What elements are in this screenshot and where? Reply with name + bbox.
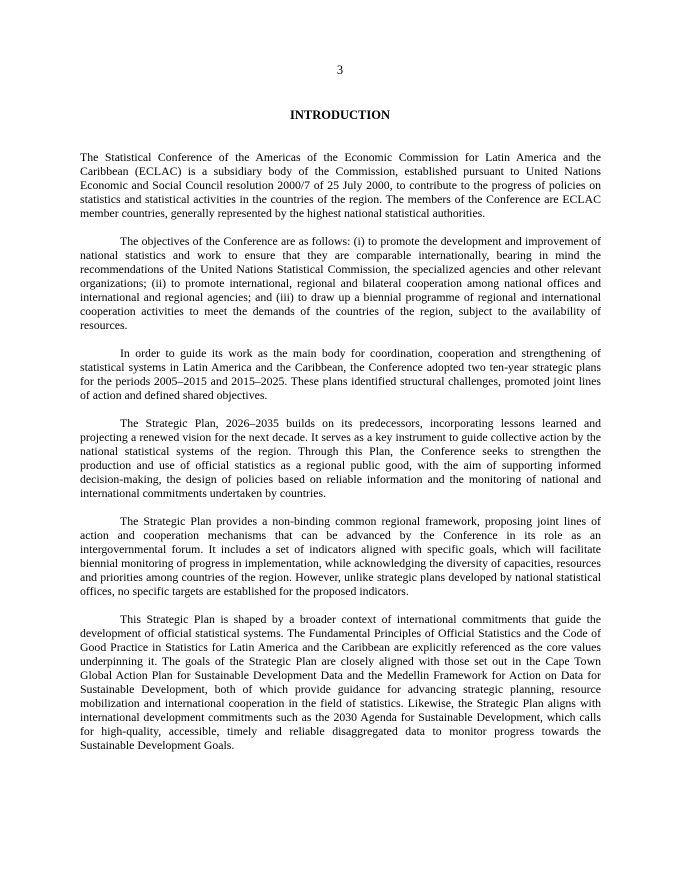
paragraph-regional-framework: The Strategic Plan provides a non-binding common regional framework, proposing joint lines of action and cooperation mechanisms that can be advanced by the Conference in its role as an intergovernmental forum. It includes a set of indicators aligned with specific goals, which will facilitate biennial monitoring of progress in implementation, while acknowledging the diversity of capacities, resources and priorities among countries of the region. However, unlike strategic plans developed by national statistical offices, no specific targets are established for the proposed indicators. [80,514,601,598]
paragraph-intro: The Statistical Conference of the Americas of the Economic Commission for Latin America and the Caribbean (ECLAC) is a subsidiary body of the Commission, established pursuant to United Nations Economic and Social Council resolution 2000/7 of 25 July 2000, to contribute to the progress of policies on statistics and statistical activities in the countries of the region. The members of the Conference are ECLAC member countries, generally represented by the highest national statistical authorities. [80,150,601,220]
paragraph-strategic-plan-2026: The Strategic Plan, 2026–2035 builds on its predecessors, incorporating lessons learned and projecting a renewed vision for the next decade. It serves as a key instrument to guide collective action by the national statistical systems of the region. Through this Plan, the Conference seeks to strengthen the production and use of official statistics as a regional public good, with the aim of supporting informed decision-making, the design of policies based on reliable information and the monitoring of national and international commitments undertaken by countries. [80,416,601,500]
paragraph-strategic-plans-history: In order to guide its work as the main body for coordination, cooperation and strengthening of statistical systems in Latin America and the Caribbean, the Conference adopted two ten-year strategic plans for the periods 2005–2015 and 2015–2025. These plans identified structural challenges, promoted joint lines of action and defined shared objectives. [80,346,601,402]
paragraph-objectives: The objectives of the Conference are as follows: (i) to promote the development and improvement of national statistics and work to ensure that they are comparable internationally, bearing in mind the recommendations of the United Nations Statistical Commission, the specialized agencies and other relevant organizations; (ii) to promote international, regional and bilateral cooperation among national offices and international and regional agencies; and (iii) to draw up a biennial programme of regional and international cooperation activities to meet the demands of the countries of the region, subject to the availability of resources. [80,234,601,332]
document-body [80,150,601,766]
page-title: INTRODUCTION [289,108,390,122]
page-number: 3 [336,63,344,77]
paragraph-international-commitments: This Strategic Plan is shaped by a broader context of international commitments that guide the development of official statistical systems. The Fundamental Principles of Official Statistics and the Code of Good Practice in Statistics for Latin America and the Caribbean are explicitly referenced as the core values underpinning it. The goals of the Strategic Plan are closely aligned with those set out in the Cape Town Global Action Plan for Sustainable Development Data and the Medellin Framework for Action on Data for Sustainable Development, both of which provide guidance for advancing strategic planning, resource mobilization and international cooperation in the field of statistics. Likewise, the Strategic Plan aligns with international development commitments such as the 2030 Agenda for Sustainable Development, which calls for high-quality, accessible, timely and reliable disaggregated data to monitor progress towards the Sustainable Development Goals. [80,612,601,752]
